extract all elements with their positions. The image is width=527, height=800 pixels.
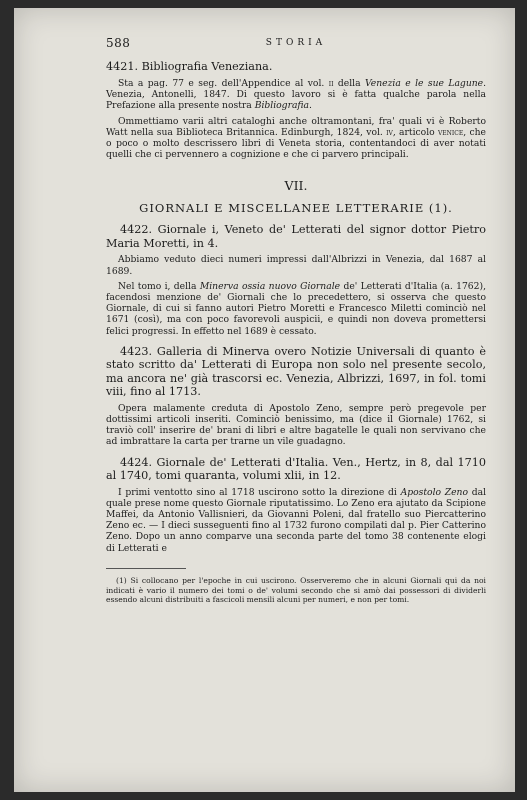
entry-4424-heading: 4424. Giornale de' Letterati d'Italia. Ven., Hertz, in 8, dal 1710 al 1740, tomi quaranta, volumi xlii, in 12. bbox=[106, 455, 486, 483]
entry-4421-title: 4421. Bibliografia Veneziana. bbox=[106, 60, 273, 73]
entry-4423-heading: 4423. Galleria di Minerva overo Notizie Universali di quanto è stato scritto da' Letterati di Europa non solo nel presente secolo, ma ancora ne' già trascorsi ec. Venezia, Albrizzi, 1697, in fol. tomi viii, fino al 1713. bbox=[106, 344, 486, 399]
entry-4421-paragraph-1: Sta a pag. 77 e seg. dell'Appendice al vol. ii della Venezia e le sue Lagune. Venezia, Antonelli, 1847. Di questo lavoro si è fatta qualche parola nella Prefazione alla presente nostra Bibliografia. bbox=[106, 78, 487, 112]
running-title: STORIA bbox=[265, 38, 327, 48]
section-number: VII. bbox=[284, 178, 308, 194]
entry-4424-paragraph-1: I primi ventotto sino al 1718 uscirono sotto la direzione di Apostolo Zeno dal quale prese nome questo Giornale riputatissimo. Lo Zeno era ajutato da Scipione Maffei, da Antonio Vallisnieri, da Giovanni Poleni, dal fratello suo Piercatterino Zeno ec. — I dieci susseguenti fino al 1732 furono compilati dal p. Pier Catterino Zeno. Dopo un anno comparve una seconda parte del tomo 38 contenente elogi di Letterati e bbox=[106, 486, 487, 554]
entry-4422-paragraph-2: Nel tomo i, della Minerva ossia nuovo Giornale de' Letterati d'Italia (a. 1762), facendosi menzione de' Giornali che lo precedettero, si osserva che questo Giornale, di cui si fanno autori Pietro Moretti e Francesco Miletti cominciò nel 1671 (così), ma con poco favorevoli auspicii, e quindi non doveva promettersi felici progressi. In effetto nel 1689 è cessato. bbox=[106, 280, 486, 337]
page-number: 588 bbox=[106, 36, 131, 50]
section-title: GIORNALI E MISCELLANEE LETTERARIE (1). bbox=[139, 201, 453, 216]
book-page bbox=[14, 8, 515, 792]
entry-4421-paragraph-2: Ommettiamo varii altri cataloghi anche oltramontani, fra' quali vi è Roberto Watt nella sua Biblioteca Britannica. Edinburgh, 1824, vol. iv, articolo venice, che o poco o molto descrissero libri di Veneta storia, contentandoci di aver notati quelli che ci pervennero a cognizione e che ci parvero principali. bbox=[106, 115, 486, 161]
text-block bbox=[106, 36, 486, 613]
entry-4422-heading: 4422. Giornale i, Veneto de' Letterati del signor dottor Pietro Maria Moretti, in 4. bbox=[106, 223, 486, 250]
footnote: (1) Si collocano per l'epoche in cui uscirono. Osserveremo che in alcuni Giornali qui da noi indicati è vario il numero dei tomi o de' volumi secondo che si amò dai possessori di dividerli essendo alcuni distribuiti a fascicoli mensili alcuni per numeri, e non per tomi. bbox=[106, 576, 486, 605]
page-header bbox=[106, 36, 486, 54]
entry-4422-paragraph-1: Abbiamo veduto dieci numeri impressi dall'Albrizzi in Venezia, dal 1687 al 1689. bbox=[106, 254, 486, 277]
entry-4423-paragraph-1: Opera malamente creduta di Apostolo Zeno, sempre però pregevole per dottissimi articoli inseriti. Cominciò benissimo, ma (dice il Giornale) 1762, si traviò coll' inserire de' brani di libri e altre bagatelle le quali non servivano che ad imbrattare la carta per trarne un vile guadagno. bbox=[106, 402, 486, 448]
footnote-divider bbox=[106, 568, 186, 569]
